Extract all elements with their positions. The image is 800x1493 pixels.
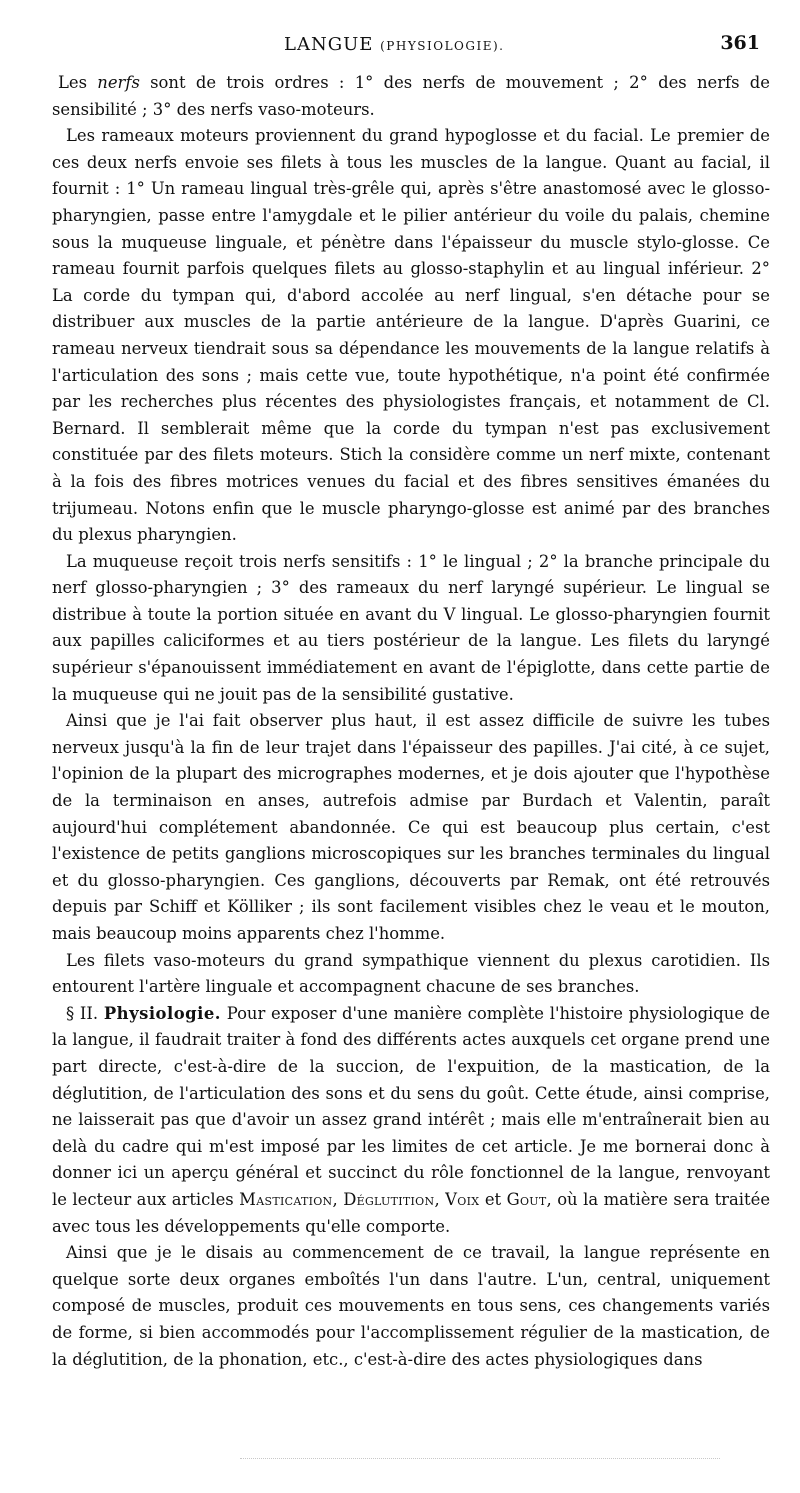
paragraph-text: sont de trois ordres : 1° des nerfs de mouvement ; 2° des nerfs de sensibilité ; 3° des nerfs vaso-moteurs. [52, 73, 770, 119]
section-text: Pour exposer d'une manière complète l'histoire physiologique de la langue, il faudrait traiter à fond des différents actes auxquels cet organe prend une part directe, c'est-à-dire de la succion, de l'expuition, de la mastication, de la déglutition, de l'articulation des sons et du sens du goût. Cette étude, ainsi comprise, ne laisserait pas que d'avoir un assez grand intérêt ; mais elle m'entraînerait bien au delà du cadre qui m'est imposé par les limites de cet article. Je me bornerai donc à donner ici un aperçu général et succinct du rôle fonctionnel de la langue, renvoyant le lecteur aux articles [52, 1003, 770, 1209]
section-physiologie [52, 1001, 770, 1240]
paragraph-text: Les [58, 73, 98, 92]
ref-mastication: Mastication [239, 1189, 333, 1209]
paragraph-nerves [52, 70, 770, 123]
running-head-title: LANGUE [284, 34, 374, 55]
running-head-subtitle: (PHYSIOLOGIE). [380, 39, 505, 53]
paragraph-mucosa: La muqueuse reçoit trois nerfs sensitifs : 1° le lingual ; 2° la branche principale du nerf glosso-pharyngien ; 3° des rameaux du nerf laryngé supérieur. Le lingual se distribue à toute la portion située en avant du V lingual. Le glosso-pharyngien fournit aux papilles caliciformes et au tiers postérieur de la langue. Les filets du laryngé supérieur s'épanouissent immédiatement en avant de l'épiglotte, dans cette partie de la muqueuse qui ne jouit pas de la sensibilité gustative. [52, 551, 770, 704]
separator: et [479, 1189, 507, 1209]
page-header [52, 26, 770, 70]
italic-term: nerfs [97, 73, 140, 92]
paragraph-ganglia: Ainsi que je l'ai fait observer plus haut, il est assez difficile de suivre les tubes nerveux jusqu'à la fin de leur trajet dans l'épaisseur des papilles. J'ai cité, à ce sujet, l'opinion de la plupart des micrographes modernes, et je dois ajouter que l'hypothèse de la terminaison en anses, autrefois admise par Burdach et Valentin, paraît aujourd'hui complétement abandonnée. Ce qui est beaucoup plus certain, c'est l'existence de petits ganglions microscopiques sur les branches terminales du lingual et du glosso-pharyngien. Ces ganglions, découverts par Remak, ont été retrouvés depuis par Schiff et Kölliker ; ils sont facilement visibles chez le veau et le mouton, mais beaucoup moins apparents chez l'homme. [52, 711, 770, 943]
running-head [284, 34, 504, 55]
section-mark: § II. [66, 1003, 99, 1023]
paragraph-two-organs: Ainsi que je le disais au commencement de ce travail, la langue représente en quelque sorte deux organes emboîtés l'un dans l'autre. L'un, central, uniquement composé de muscles, produit ces mouvements en tous sens, ces changements variés de forme, si bien accommodés pour l'accomplissement régulier de la mastication, de la déglutition, de la phonation, etc., c'est-à-dire des actes physiologiques dans [52, 1243, 770, 1369]
page-number: 361 [720, 32, 760, 54]
separator: , [332, 1189, 344, 1209]
paragraph-motor-branches: Les rameaux moteurs proviennent du grand hypoglosse et du facial. Le premier de ces deux nerfs envoie ses filets à tous les muscles de la langue. Quant au facial, il fournit : 1° Un rameau lingual très-grêle qui, après s'être anastomosé avec le glosso-pharyngien, passe entre l'amygdale et le pilier antérieur du voile du palais, chemine sous la muqueuse linguale, et pénètre dans l'épaisseur du muscle stylo-glosse. Ce rameau fournit parfois quelques filets au glosso-staphylin et au lingual inférieur. 2° La corde du tympan qui, d'abord accolée au nerf lingual, s'en détache pour se distribuer aux muscles de la partie antérieure de la langue. D'après Guarini, ce rameau nerveux tiendrait sous sa dépendance les mouvements de la langue relatifs à l'articulation des sons ; mais cette vue, toute hypothétique, n'a point été confirmée par les recherches plus récentes des physiologistes français, et notamment de Cl. Bernard. Il semblerait même que la corde du tympan n'est pas exclusivement constituée par des filets moteurs. Stich la considère comme un nerf mixte, contenant à la fois des fibres motrices venues du facial et des fibres sensitives émanées du trijumeau. Notons enfin que le muscle pharyngo-glosse est animé par des branches du plexus pharyngien. [52, 126, 770, 545]
article-body [52, 70, 770, 1373]
ref-gout: Gout [506, 1189, 547, 1209]
section-text-end: , où la matière sera traitée avec tous les développements qu'elle comporte. [52, 1189, 771, 1236]
ref-voix: Voix [445, 1189, 480, 1209]
section-title: Physiologie. [103, 1003, 221, 1023]
separator: , [434, 1189, 446, 1209]
faint-bottom-rule [240, 1458, 720, 1459]
ref-deglutition: Déglutition [343, 1189, 435, 1209]
paragraph-vasomotor: Les filets vaso-moteurs du grand sympathique viennent du plexus carotidien. Ils entourent l'artère linguale et accompagnent chacune de ses branches. [52, 950, 770, 997]
